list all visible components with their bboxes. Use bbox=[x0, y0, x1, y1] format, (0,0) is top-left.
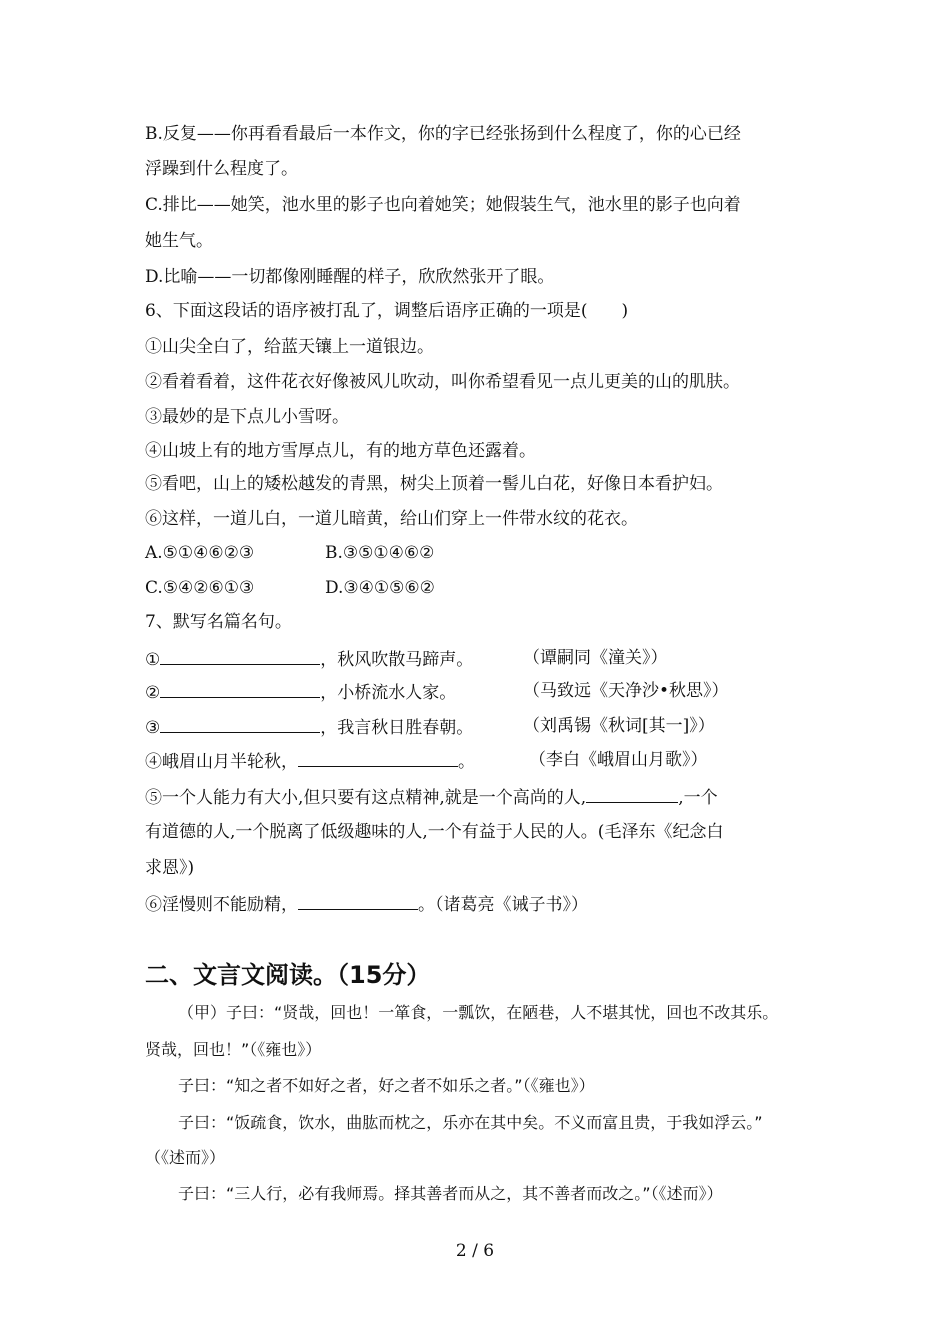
option-d: D.③④①⑤⑥② bbox=[325, 578, 435, 598]
passage-1-line1: （甲）子曰：“贤哉，回也！一箪食，一瓢饮，在陋巷，人不堪其忧，回也不改其乐。 bbox=[178, 1003, 779, 1022]
answer-blank-4[interactable] bbox=[298, 748, 458, 767]
option-b-line2: 浮躁到什么程度了。 bbox=[145, 159, 298, 179]
passage-3-line2: （《述而》） bbox=[145, 1148, 226, 1167]
source-1: （谭嗣同《潼关》） bbox=[523, 648, 668, 668]
sentence-5: ⑤看吧，山上的矮松越发的青黑，树尖上顶着一髻儿白花，好像日本看护妇。 bbox=[145, 474, 723, 494]
dictation-item-3: ③ ，我言秋日胜春朝。 （刘禹锡《秋词[其一]》） bbox=[145, 716, 715, 738]
answer-blank-1[interactable] bbox=[160, 646, 320, 665]
dictation-item-5-line3: 求恩》) bbox=[145, 858, 195, 878]
answer-blank-5[interactable] bbox=[586, 784, 678, 803]
dictation-item-1: ① ，秋风吹散马蹄声。 （谭嗣同《潼关》） bbox=[145, 648, 668, 670]
question-7-stem: 7、默写名篇名句。 bbox=[145, 612, 292, 632]
section-2-title: 二、文言文阅读。（15分） bbox=[145, 961, 431, 989]
option-c-line1: C.排比——她笑，池水里的影子也向着她笑；她假装生气，池水里的影子也向着 bbox=[145, 195, 741, 215]
passage-4: 子曰：“三人行，必有我师焉。择其善者而从之，其不善者而改之。”（《述而》） bbox=[178, 1184, 723, 1203]
passage-1-line2: 贤哉，回也！”（《雍也》） bbox=[145, 1040, 322, 1059]
sentence-4: ④山坡上有的地方雪厚点儿，有的地方草色还露着。 bbox=[145, 441, 536, 461]
option-b-line1: B.反复——你再看看最后一本作文，你的字已经张扬到什么程度了，你的心已经 bbox=[145, 124, 741, 144]
source-3: （刘禹锡《秋词[其一]》） bbox=[523, 716, 715, 736]
sentence-1: ①山尖全白了，给蓝天镶上一道银边。 bbox=[145, 337, 434, 357]
dictation-item-5-line2: 有道德的人,一个脱离了低级趣味的人,一个有益于人民的人。(毛泽东《纪念白 bbox=[145, 822, 724, 842]
sentence-6: ⑥这样，一道儿白，一道儿暗黄，给山们穿上一件带水纹的花衣。 bbox=[145, 509, 638, 529]
dictation-item-5-line1: ⑤一个人能力有大小,但只要有这点精神,就是一个高尚的人, ,一个 bbox=[145, 784, 815, 810]
page-number: 2 / 6 bbox=[455, 1241, 495, 1261]
option-a: A.⑤①④⑥②③ bbox=[145, 543, 255, 563]
passage-3-line1: 子曰：“饭疏食，饮水，曲肱而枕之，乐亦在其中矣。不义而富且贵，于我如浮云。” bbox=[178, 1113, 763, 1132]
option-b: B.③⑤①④⑥② bbox=[325, 543, 435, 563]
dictation-item-6: ⑥淫慢则不能励精， 。（诸葛亮《诫子书》） bbox=[145, 891, 815, 917]
option-c: C.⑤④②⑥①③ bbox=[145, 578, 255, 598]
option-c-line2: 她生气。 bbox=[145, 231, 213, 251]
question-6-stem: 6、下面这段话的语序被打乱了，调整后语序正确的一项是( ) bbox=[145, 301, 629, 321]
option-d: D.比喻——一切都像刚睡醒的样子，欣欣然张开了眼。 bbox=[145, 267, 555, 287]
options-row-1 bbox=[145, 541, 815, 565]
source-2: （马致远《天净沙•秋思》） bbox=[523, 681, 729, 701]
dictation-item-2: ② ，小桥流水人家。 （马致远《天净沙•秋思》） bbox=[145, 681, 729, 703]
source-4: （李白《峨眉山月歌》） bbox=[529, 750, 708, 770]
answer-blank-6[interactable] bbox=[298, 891, 418, 910]
passage-2: 子曰：“知之者不如好之者，好之者不如乐之者。”（《雍也》） bbox=[178, 1076, 595, 1095]
dictation-item-4: ④峨眉山月半轮秋， 。 （李白《峨眉山月歌》） bbox=[145, 750, 708, 772]
sentence-3: ③最妙的是下点儿小雪呀。 bbox=[145, 407, 349, 427]
answer-blank-2[interactable] bbox=[160, 679, 320, 698]
options-row-2 bbox=[145, 576, 815, 600]
answer-blank-3[interactable] bbox=[160, 714, 320, 733]
sentence-2: ②看着看着，这件花衣好像被风儿吹动，叫你希望看见一点儿更美的山的肌肤。 bbox=[145, 372, 740, 392]
